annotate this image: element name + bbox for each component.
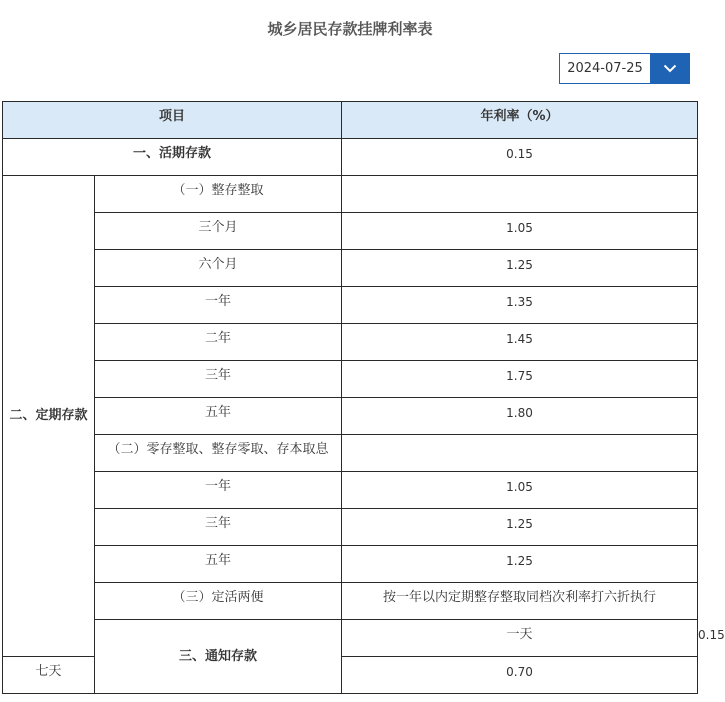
table-row bbox=[3, 213, 698, 250]
date-dropdown-toggle[interactable] bbox=[650, 54, 689, 83]
table-row bbox=[3, 435, 698, 472]
demand-label: 一、活期存款 bbox=[3, 139, 342, 176]
rate-table bbox=[2, 101, 725, 694]
fixed-category: 二、定期存款 bbox=[3, 176, 95, 657]
term-cell: 一天 bbox=[342, 620, 698, 657]
notice-category: 三、通知存款 bbox=[95, 620, 342, 694]
table-row bbox=[3, 472, 698, 509]
rate-cell: 1.25 bbox=[342, 250, 698, 287]
rate-cell: 1.80 bbox=[342, 398, 698, 435]
term-cell: 五年 bbox=[95, 398, 342, 435]
rate-cell: 1.05 bbox=[342, 213, 698, 250]
term-cell: 三个月 bbox=[95, 213, 342, 250]
rate-cell: 1.05 bbox=[342, 472, 698, 509]
demand-rate: 0.15 bbox=[342, 139, 698, 176]
chevron-down-icon bbox=[663, 64, 677, 73]
table-row bbox=[3, 176, 698, 213]
rate-cell: 1.25 bbox=[342, 509, 698, 546]
table-row: 三、通知存款 一天 0.15 bbox=[3, 620, 698, 657]
term-cell: 一年 bbox=[95, 472, 342, 509]
date-value[interactable]: 2024-07-25 bbox=[567, 61, 643, 76]
term-cell: 一年 bbox=[95, 287, 342, 324]
term-cell: 三年 bbox=[95, 361, 342, 398]
flexible-rate: 按一年以内定期整存整取同档次利率打六折执行 bbox=[342, 583, 698, 620]
rate-cell: 1.35 bbox=[342, 287, 698, 324]
table-row bbox=[3, 398, 698, 435]
header-item: 项目 bbox=[3, 102, 342, 139]
page-title: 城乡居民存款挂牌利率表 bbox=[267, 20, 433, 38]
term-cell: 三年 bbox=[95, 509, 342, 546]
term-cell: 六个月 bbox=[95, 250, 342, 287]
term-cell: 二年 bbox=[95, 324, 342, 361]
table-row bbox=[3, 361, 698, 398]
rate-cell: 1.25 bbox=[342, 546, 698, 583]
installment-label: （二）零存整取、整存零取、存本取息 bbox=[95, 435, 342, 472]
table-row bbox=[3, 324, 698, 361]
flexible-label: （三）定活两便 bbox=[95, 583, 342, 620]
lump-sum-rate-empty bbox=[342, 176, 698, 213]
term-cell: 七天 bbox=[3, 657, 95, 694]
table-row bbox=[3, 583, 698, 620]
rate-cell: 1.45 bbox=[342, 324, 698, 361]
installment-rate-empty bbox=[342, 435, 698, 472]
date-select[interactable] bbox=[559, 53, 690, 84]
table-row bbox=[3, 287, 698, 324]
term-cell: 五年 bbox=[95, 546, 342, 583]
table-row bbox=[3, 250, 698, 287]
rate-cell: 0.70 bbox=[342, 657, 698, 694]
table-row bbox=[3, 139, 698, 176]
table-header-row bbox=[3, 102, 698, 139]
table-row bbox=[3, 546, 698, 583]
lump-sum-label: （一）整存整取 bbox=[95, 176, 342, 213]
rate-cell: 1.75 bbox=[342, 361, 698, 398]
table-row bbox=[3, 509, 698, 546]
header-rate: 年利率（%） bbox=[342, 102, 698, 139]
